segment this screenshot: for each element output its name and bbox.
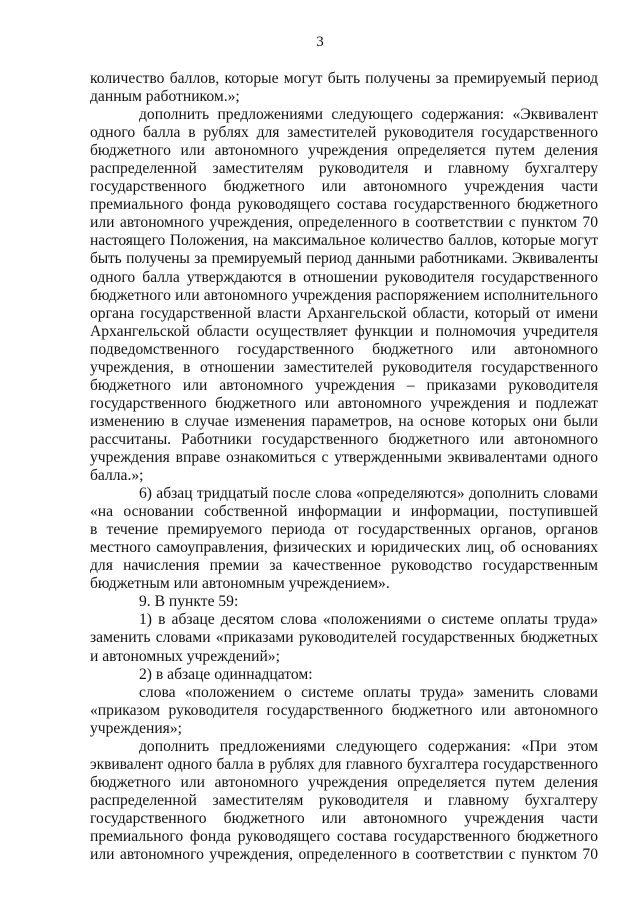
text-line: бюджетным или автономным учреждением». xyxy=(90,575,390,593)
text-line: 1) в абзаце десятом слова «положениями о системе оплаты труда» xyxy=(139,611,598,629)
text-line: в течение премируемого периода от государственных органов, органов xyxy=(90,521,598,539)
text-line: дополнить предложениями следующего содержания: «При этом xyxy=(139,737,598,755)
text-line: учреждения»; xyxy=(90,719,182,737)
text-line: подведомственного государственного бюджетного или автономного xyxy=(90,340,598,358)
text-line: слова «положением о системе оплаты труда» заменить словами xyxy=(139,683,598,701)
text-line: учреждения, в отношении заместителей руководителя государственного xyxy=(90,358,598,376)
page-number: 3 xyxy=(316,34,324,50)
text-line: дополнить предложениями следующего содержания: «Эквивалент xyxy=(139,106,598,124)
text-line: изменению в случае изменения параметров, на основе которых они были xyxy=(90,412,598,430)
text-line: или автономного учреждения, определенного в соответствии с пунктом 70 xyxy=(90,846,598,864)
text-line: учреждения вправе ознакомиться с утвержденными эквивалентами одного xyxy=(90,448,598,466)
text-line: бюджетного или автономного учреждения определяется путем деления xyxy=(90,773,598,791)
document-body xyxy=(90,70,598,864)
text-line: или автономного учреждения, определенного в соответствии с пунктом 70 xyxy=(90,214,598,232)
text-line: данным работником.»; xyxy=(90,88,240,106)
text-line: органа государственной власти Архангельской области, который от имени xyxy=(90,304,598,322)
text-line: государственного бюджетного или автономного учреждения и подлежат xyxy=(90,394,598,412)
text-line: 9. В пункте 59: xyxy=(139,593,239,611)
text-line: количество баллов, которые могут быть получены за премируемый период xyxy=(90,70,598,87)
text-line: рассчитаны. Работники государственного бюджетного или автономного xyxy=(90,430,598,448)
text-line: бюджетного или автономного учреждения распоряжением исполнительного xyxy=(90,286,598,304)
text-line: премиального фонда руководящего состава государственного бюджетного xyxy=(90,196,598,214)
text-line: премиального фонда руководящего состава государственного бюджетного xyxy=(90,827,598,845)
text-line: распределенной заместителям руководителя и главному бухгалтеру xyxy=(90,791,598,809)
text-line: одного балла в рублях для заместителей руководителя государственного xyxy=(90,124,598,142)
text-line: бюджетного или автономного учреждения определяется путем деления xyxy=(90,142,598,160)
text-line: местного самоуправления, физических и юридических лиц, об основаниях xyxy=(90,539,598,557)
text-line: для начисления премии за качественное руководство государственным xyxy=(90,557,598,575)
text-line: быть получены за премируемый период данными работниками. Эквиваленты xyxy=(90,250,598,268)
text-line: Архангельской области осуществляет функции и полномочия учредителя xyxy=(90,322,598,340)
text-line: государственного бюджетного или автономного учреждения части xyxy=(90,809,598,827)
text-line: настоящего Положения, на максимальное количество баллов, которые могут xyxy=(90,232,598,250)
text-line: 6) абзац тридцатый после слова «определяются» дополнить словами xyxy=(139,485,598,503)
text-line: эквивалент одного балла в рублях для главного бухгалтера государственного xyxy=(90,755,598,773)
text-line: распределенной заместителям руководителя и главному бухгалтеру xyxy=(90,160,598,178)
text-line: «на основании собственной информации и информации, поступившей xyxy=(90,503,598,521)
text-line: заменить словами «приказами руководителей государственных бюджетных xyxy=(90,629,598,647)
text-line: «приказом руководителя государственного бюджетного или автономного xyxy=(90,701,598,719)
text-line: одного балла утверждаются в отношении руководителя государственного xyxy=(90,268,598,286)
text-line: государственного бюджетного или автономного учреждения части xyxy=(90,178,598,196)
text-line: бюджетного или автономного учреждения – приказами руководителя xyxy=(90,376,598,394)
text-line: и автономных учреждений»; xyxy=(90,647,280,665)
text-line: 2) в абзаце одиннадцатом: xyxy=(139,665,313,683)
text-line: балла.»; xyxy=(90,467,144,485)
